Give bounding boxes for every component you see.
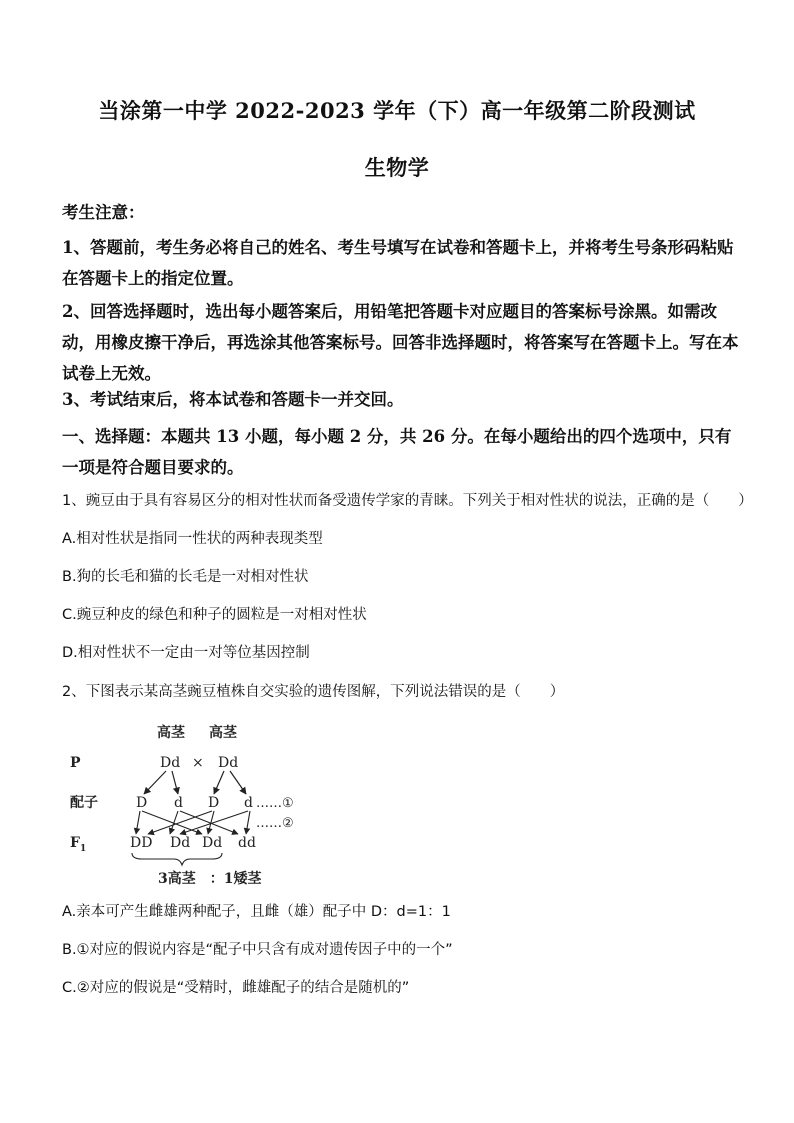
cross-symbol: × [192, 755, 204, 771]
section-heading: 一、选择题：本题共 13 小题，每小题 2 分，共 26 分。在每小题给出的四个选项中，只有一项是符合题目要求的。 [62, 427, 732, 477]
row-label-f1-sub: 1 [80, 844, 87, 854]
offspring-1: DD [130, 835, 153, 851]
question-2-stem: 2、下图表示某高茎豌豆植株自交实验的遗传图解，下列说法错误的是（ ） [62, 684, 565, 700]
parent-genotype-1: Dd [160, 755, 181, 771]
gamete-d2: D [208, 795, 220, 811]
q1-option-b: B.狗的长毛和猫的长毛是一对相对性状 [62, 569, 309, 585]
phenotype-ratio: 3高茎 ：1矮茎 [158, 871, 262, 887]
offspring-2: Dd [170, 835, 191, 851]
notice-item-2: 2、回答选择题时，选出每小题答案后，用铅笔把答题卡对应题目的答案标号涂黑。如需改动，用橡皮擦干净后，再选涂其他答案标号。回答非选择题时，将答案写在答题卡上。写在本试卷上无效。 [62, 302, 739, 383]
row-label-p: P [70, 755, 81, 771]
genetic-cross-diagram [62, 715, 352, 890]
row-label-f1: F [70, 835, 80, 851]
exam-title: 当涂第一中学 2022-2023 学年（下）高一年级第二阶段测试 [98, 98, 696, 123]
q2-option-b: B.①对应的假说内容是“配子中只含有成对遗传因子中的一个” [62, 942, 453, 958]
q1-option-c: C.豌豆种皮的绿色和种子的圆粒是一对相对性状 [62, 607, 367, 623]
parent-label-2: 高茎 [209, 725, 237, 741]
offspring-4: dd [238, 835, 256, 851]
notice-item-3: 3、考试结束后，将本试卷和答题卡一并交回。 [62, 390, 404, 409]
subject-title: 生物学 [364, 155, 430, 180]
marker-2: ……② [256, 816, 294, 831]
offspring-3: Dd [202, 835, 223, 851]
gamete-r2: d [244, 795, 253, 811]
question-1-stem: 1、豌豆由于具有容易区分的相对性状而备受遗传学家的青睐。下列关于相对性状的说法，正确的是（ ） [62, 493, 753, 509]
notice-heading: 考生注意： [62, 203, 145, 222]
gamete-d1: D [136, 795, 148, 811]
q2-option-a: A.亲本可产生雌雄两种配子，且雌（雄）配子中 D：d=1：1 [62, 904, 451, 920]
q1-option-a: A.相对性状是指同一性状的两种表现类型 [62, 531, 323, 547]
notice-item-1: 1、答题前，考生务必将自己的姓名、考生号填写在试卷和答题卡上，并将考生号条形码粘贴在答题卡上的指定位置。 [62, 238, 734, 288]
parent-genotype-2: Dd [218, 755, 239, 771]
q1-option-d: D.相对性状不一定由一对等位基因控制 [62, 645, 310, 661]
gamete-r1: d [174, 795, 183, 811]
row-label-gamete: 配子 [70, 795, 98, 811]
marker-1: ……① [256, 796, 294, 811]
parent-label-1: 高茎 [157, 725, 185, 741]
q2-option-c: C.②对应的假说是“受精时，雌雄配子的结合是随机的” [62, 980, 410, 996]
